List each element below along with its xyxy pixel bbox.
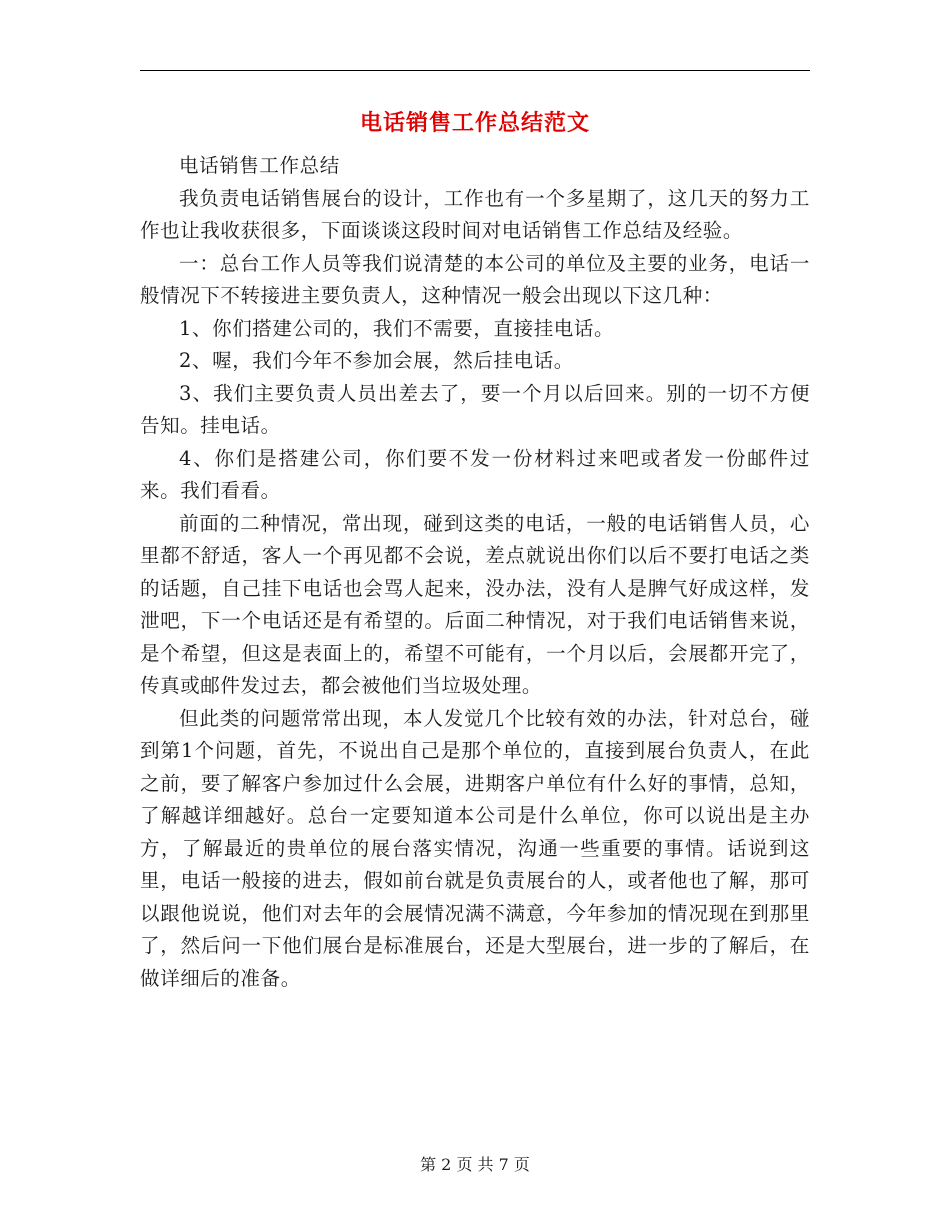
document-title: 电话销售工作总结范文 [359, 111, 590, 136]
list-item-4: 4、你们是搭建公司，你们要不发一份材料过来吧或者发一份邮件过来。我们看看。 [140, 446, 810, 502]
list-item-1: 1、你们搭建公司的，我们不需要，直接挂电话。 [179, 316, 615, 340]
paragraph-analysis: 前面的二种情况，常出现，碰到这类的电话，一般的电话销售人员，心里都不舒适，客人一个再见都不会说，差点就说出你们以后不要打电话之类的话题，自己挂下电话也会骂人起来，没办法，没有人是脾气好成这样，发泄吧，下一个电话还是有希望的。后面二种情况，对于我们电话销售来说，是个希望，但这是表面上的，希望不可能有，一个月以后，会展都开完了，传真或邮件发过去，都会被他们当垃圾处理。 [140, 511, 810, 697]
document-body [140, 150, 810, 995]
paragraph-intro: 我负责电话销售展台的设计，工作也有一个多星期了，这几天的努力工作也让我收获很多，下面谈谈这段时间对电话销售工作总结及经验。 [140, 186, 810, 242]
list-item-2: 2、喔，我们今年不参加会展，然后挂电话。 [179, 349, 574, 372]
header-rule [140, 70, 810, 71]
paragraph-methods: 但此类的问题常常出现，本人发觉几个比较有效的办法，针对总台，碰到第1个问题，首先，不说出自己是那个单位的，直接到展台负责人，在此之前，要了解客户参加过什么会展，进期客户单位有什么好的事情，总知，了解越详细越好。总台一定要知道本公司是什么单位，你可以说出是主办方，了解最近的贵单位的展台落实情况，沟通一些重要的事情。话说到这里，电话一般接的进去，假如前台就是负责展台的人，或者他也了解，那可以跟他说说，他们对去年的会展情况满不满意，今年参加的情况现在到那里了，然后问一下他们展台是标准展台，还是大型展台，进一步的了解后，在做详细后的准备。 [140, 706, 810, 990]
page-number-footer: 第 2 页 共 7 页 [420, 1155, 530, 1174]
paragraph-section-one: 一：总台工作人员等我们说清楚的本公司的单位及主要的业务，电话一般情况下不转接进主要负责人，这种情况一般会出现以下这几种： [140, 251, 810, 307]
list-item-3: 3、我们主要负责人员出差去了，要一个月以后回来。别的一切不方便告知。挂电话。 [140, 381, 810, 437]
paragraph-subtitle: 电话销售工作总结 [179, 154, 340, 177]
